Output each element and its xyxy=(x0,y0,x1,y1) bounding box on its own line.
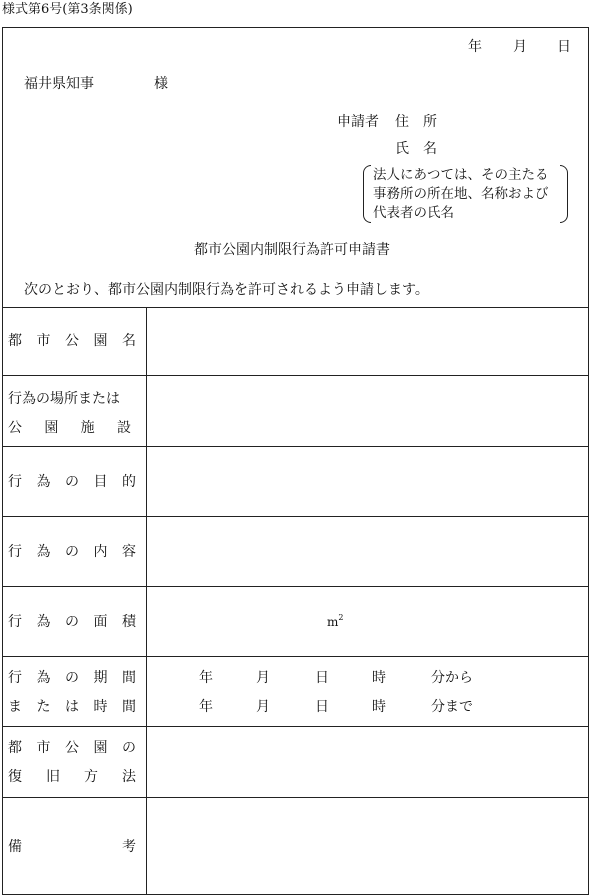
label-char: 都 xyxy=(8,333,22,349)
label-char: 園 xyxy=(44,420,59,436)
label-char: 為 xyxy=(36,544,51,560)
row-divider xyxy=(2,656,589,657)
label-char: 間 xyxy=(122,670,136,686)
left-paren xyxy=(363,165,371,223)
label-char: 時 xyxy=(93,699,108,715)
place-label-line-1: 行為の場所または xyxy=(8,391,120,407)
label-char: 為 xyxy=(36,474,51,490)
row-divider xyxy=(2,516,589,517)
from-hour-label: 時 xyxy=(372,670,386,686)
label-char: 為 xyxy=(36,614,51,630)
form-frame xyxy=(2,27,589,895)
label-char: 法 xyxy=(122,769,136,785)
period-label-line-2 xyxy=(8,700,136,714)
to-minute-label: 分まで xyxy=(431,699,473,715)
label-char: 為 xyxy=(36,670,51,686)
label-char: 都 xyxy=(8,740,22,756)
row-divider xyxy=(2,797,589,798)
label-char: の xyxy=(65,474,79,490)
corporation-note-line-1: 法人にあつては、その主たる xyxy=(373,167,549,183)
label-char: の xyxy=(65,544,79,560)
right-paren xyxy=(560,165,568,223)
remarks-label xyxy=(8,840,136,854)
restore-label-line-2 xyxy=(8,770,136,784)
restore-label-line-1 xyxy=(8,741,136,755)
label-char: 行 xyxy=(8,670,22,686)
addressee-name: 福井県知事 xyxy=(24,76,94,92)
applicant-label: 申請者 xyxy=(337,114,379,130)
label-char: た xyxy=(36,699,51,715)
row-divider xyxy=(2,375,589,376)
label-char: 面 xyxy=(93,614,108,630)
from-minute-label: 分から xyxy=(431,670,473,686)
label-char: 目 xyxy=(93,474,108,490)
row-divider xyxy=(2,446,589,447)
label-char: 容 xyxy=(122,544,136,560)
label-char: 積 xyxy=(122,614,136,630)
label-char: 公 xyxy=(65,333,79,349)
label-char: ま xyxy=(8,699,22,715)
table-top-border xyxy=(2,307,589,308)
intro-text: 次のとおり、都市公園内制限行為を許可されるよう申請します。 xyxy=(24,282,429,298)
form-title: 都市公園内制限行為許可申請書 xyxy=(194,242,390,258)
date-day-label: 日 xyxy=(557,39,571,55)
label-char: 市 xyxy=(36,740,51,756)
from-year-label: 年 xyxy=(199,670,213,686)
place-label-line-2 xyxy=(8,421,131,435)
label-char: は xyxy=(65,699,79,715)
label-char: 備 xyxy=(8,839,22,855)
date-year-label: 年 xyxy=(468,39,482,55)
label-char: 名 xyxy=(122,333,136,349)
content-label xyxy=(8,545,136,559)
applicant-name-label: 氏 名 xyxy=(395,141,437,157)
to-hour-label: 時 xyxy=(372,699,386,715)
corporation-note-line-2: 事務所の所在地、名称および xyxy=(373,186,549,202)
corporation-note-line-3: 代表者の氏名 xyxy=(373,205,454,221)
to-month-label: 月 xyxy=(256,699,270,715)
label-char: 市 xyxy=(36,333,51,349)
label-char: 考 xyxy=(122,839,136,855)
applicant-address-label: 住 所 xyxy=(395,114,437,130)
label-char: 園 xyxy=(93,333,108,349)
label-char: 復 xyxy=(8,769,22,785)
to-day-label: 日 xyxy=(315,699,329,715)
to-year-label: 年 xyxy=(199,699,213,715)
form-number: 様式第6号(第3条関係) xyxy=(2,2,133,17)
park-name-label xyxy=(8,334,136,348)
label-char: 施 xyxy=(80,420,95,436)
label-char: 公 xyxy=(8,420,22,436)
corporation-note xyxy=(363,165,568,224)
table-column-divider xyxy=(146,307,147,895)
label-char: 旧 xyxy=(46,769,60,785)
label-char: 設 xyxy=(116,420,131,436)
label-char: 内 xyxy=(93,544,108,560)
period-label-line-1 xyxy=(8,671,136,685)
area-unit-superscript: 2 xyxy=(338,613,344,622)
purpose-label xyxy=(8,475,136,489)
label-char: 期 xyxy=(93,670,108,686)
label-char: 的 xyxy=(122,474,136,490)
label-char: の xyxy=(65,670,79,686)
label-char: 行 xyxy=(8,474,22,490)
from-month-label: 月 xyxy=(256,670,270,686)
area-label xyxy=(8,615,136,629)
addressee-honorific: 様 xyxy=(154,76,168,92)
label-char: 方 xyxy=(84,769,98,785)
row-divider xyxy=(2,586,589,587)
label-char: の xyxy=(122,740,136,756)
area-unit-base: m xyxy=(327,615,339,629)
label-char: の xyxy=(65,614,79,630)
label-char: 行 xyxy=(8,614,22,630)
label-char: 間 xyxy=(122,699,136,715)
area-unit xyxy=(327,613,344,629)
label-char: 行 xyxy=(8,544,22,560)
label-char: 園 xyxy=(93,740,108,756)
from-day-label: 日 xyxy=(315,670,329,686)
date-month-label: 月 xyxy=(513,39,527,55)
label-char: 公 xyxy=(65,740,79,756)
row-divider xyxy=(2,726,589,727)
